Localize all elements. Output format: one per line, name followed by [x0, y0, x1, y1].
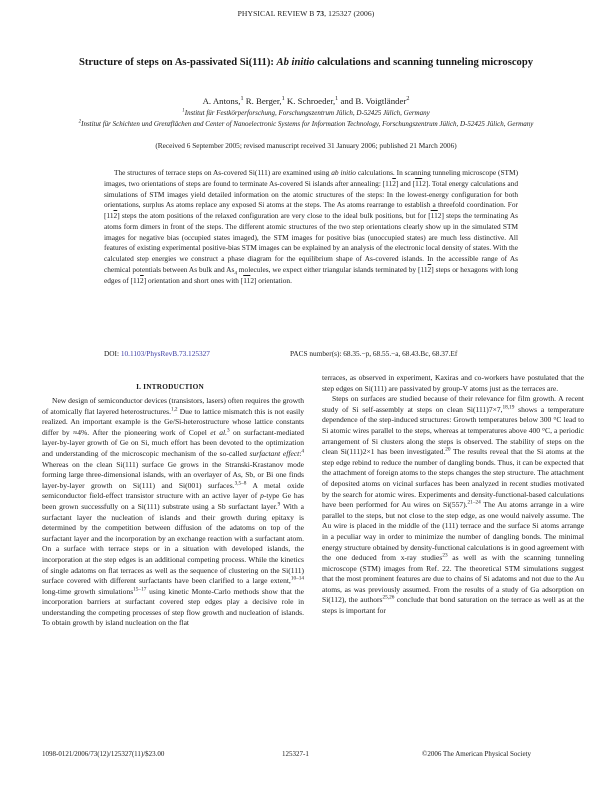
section-heading-introduction: I. INTRODUCTION — [136, 382, 204, 391]
citation-ref[interactable]: 10–14 — [290, 575, 304, 582]
right-column — [322, 373, 584, 617]
abstract-text: molecules, we expect either triangular islands terminated by [11 — [236, 264, 428, 274]
abstract-italic: ab initio — [331, 168, 356, 177]
running-head — [0, 9, 612, 18]
affiliation-marker: 1 — [281, 96, 285, 103]
left-column — [42, 396, 304, 629]
title-text-end: calculations and scanning tunneling microscopy — [314, 57, 534, 68]
citation-ref[interactable]: 9 — [277, 501, 281, 508]
text: on surfactant-mediated layer-by-layer growth of Ge on Si, much effort has been devoted to the optimization and understanding of the microscopic mechanism of the so-called — [42, 427, 304, 458]
text: The results reveal that the Si atoms at the step edge rebind to reduce the number of dangling bonds. Thus, it can be expected that the attachment of foreign atoms to the steps changes the step structure. The attachment of deposited atoms on vicinal surfaces has been analyzed in recent studies motivated by the search for atomic wires. Experiments and density-functional-based calculations have been performed for Au wires on Si(557). — [322, 447, 584, 510]
author: R. Berger, — [243, 96, 282, 106]
subscript: 4 — [234, 270, 237, 277]
title-italic-text: Ab initio — [276, 57, 315, 68]
affiliation-number: 2 — [78, 119, 82, 125]
text: Whereas on the clean Si(111) surface Ge grows in the Stranski-Krastanov mode forming large three-dimensional islands, with an overlayer of As, Sb, or Bi one finds layer-by-layer growth on Si(111) and Si(001) surfaces. — [42, 459, 304, 490]
title-text: Structure of steps on As-passivated Si(111): — [78, 57, 277, 68]
abstract-text: 2]. Total energy calculations and simulations of STM images yield detailed information on the atomic structures of the steps: In the lowest-energy configuration for both orientations, surplus As atoms replace any exposed Si atoms at the steps. The As atoms rearrange to establish a threefold coordination. For [11 — [104, 178, 518, 220]
citation-ref[interactable]: 3,5–8 — [234, 480, 247, 487]
miller-bar: 2 — [140, 275, 144, 285]
miller-bar: 2 — [392, 178, 396, 188]
citation-ref[interactable]: 1,2 — [170, 406, 178, 413]
abstract-text: ] steps the atom positions of the relaxed configuration are very close to the ideal bulk positions, but for [ — [117, 211, 431, 220]
paragraph — [322, 394, 584, 616]
abstract-text: ] and [ — [395, 178, 416, 188]
miller-bar: 11 — [430, 211, 438, 220]
affiliation-1 — [30, 108, 582, 119]
text: : — [299, 448, 302, 458]
citation-ref[interactable]: 3 — [226, 427, 230, 434]
footer-copyright: ©2006 The American Physical Society — [422, 750, 532, 758]
journal-volume: 73 — [316, 9, 325, 18]
doi-link[interactable]: 10.1103/PhysRevB.73.125327 — [120, 349, 210, 358]
citation-ref[interactable]: 20 — [445, 446, 451, 453]
affiliation-marker: 2 — [406, 96, 410, 103]
miller-bar: 2 — [427, 264, 432, 274]
doi-label: DOI: — [104, 349, 121, 358]
affiliation-text: Institut für Festkörperforschung, Forschungszentrum Jülich, D-52425 Jülich, Germany — [184, 109, 430, 117]
abstract-text: ] orientation and short ones with [ — [143, 275, 244, 285]
text: long-time growth simulations — [42, 586, 134, 596]
pacs-numbers: PACS number(s): 68.35.−p, 68.55.−a, 68.43.Bc, 68.37.Ef — [290, 349, 458, 358]
text: -type Ge has been grown successfully on a Si(111) substrate using a Sb surfactant layer. — [42, 491, 304, 511]
citation-ref[interactable]: 4 — [301, 448, 305, 455]
text: as well as with the scanning tunneling microscope (STM) images from Ref. 22. The theoretical STM simulations suggest that the most prominent features are due to chains of Si adatoms and not due to the Au atoms, as was previously assumed. From the results of a study of Ga adsorption on Si(112), the authors — [322, 553, 585, 605]
citation-ref[interactable]: 15–17 — [133, 586, 147, 593]
article-number-year: , 125327 (2006) — [324, 9, 375, 18]
citation-ref[interactable]: 25,26 — [382, 594, 395, 601]
text: conclude that bond saturation on the terrace as well as at the steps is important for — [322, 595, 584, 616]
text: Steps on surfaces are studied because of their relevance for film growth. A recent study of Si self-assembly at steps on clean Si(111)7×7, — [322, 394, 584, 414]
abstract-text: 2] steps the terminating As atoms form dimers in front of the steps. The different atomic structures of the two step orientations clearly show up in the simulated STM images for negative bias (occupied states imaged), the STM images for positive bias (unoccupied states) are much less distinctive. All features of existing experimental positive-bias STM images can be explained by an analysis of the electronic local density of states. With the calculated step energies we construct a phase diagram for the equilibrium shape of As-covered islands. In the accessible range of As chemical potentials between As bulk and As — [104, 211, 519, 274]
italic-text: et al. — [210, 427, 227, 437]
italic-text: surfactant effect — [249, 448, 300, 458]
footer-issn-price: 1098-0121/2006/73(12)/125327(11)/$23.00 — [42, 750, 165, 758]
citation-ref[interactable]: 21–24 — [467, 499, 481, 506]
affiliation-marker: 1 — [240, 96, 244, 103]
miller-bar: 2 — [113, 211, 118, 220]
paper-title — [60, 56, 552, 69]
received-dates: (Received 6 September 2005; revised manuscript received 31 January 2006; published 21 March 2006) — [155, 141, 457, 150]
paragraph: terraces, as observed in experiment, Kaxiras and co-workers have postulated that the step edges on Si(111) are passivated by group-V atoms just as the terraces are. — [322, 373, 584, 393]
affiliation-2 — [30, 119, 582, 130]
text: using kinetic Monte-Carlo methods show that the incorporation barriers at surfactant covered step edges play a decisive role in understanding the competing processes of step flow growth and nucleation of islands. To obtain growth by island nucleation on the flat — [42, 586, 304, 628]
text: shows a temperature dependence of the step-induced structures: Growth temperatures below 300 °C lead to Si atomic wires parallel to the steps, whereas at temperatures above 400 °C, a periodic arrangement of Si clusters along the steps is observed. The stability of steps on the clean Si(111)2×1 has been investigated. — [322, 404, 584, 457]
text: Due to lattice mismatch this is not easily realized. An important example is the Ge/Si-heterostructure whose lattice constants differ by ≈4%. After the pioneering work of Copel — [42, 406, 304, 437]
abstract-text: ] steps or hexagons with long edges of [11 — [104, 264, 518, 285]
author: K. Schroeder, — [284, 96, 336, 106]
text: A metal oxide semiconductor field-effect transistor structure with an active layer of — [42, 480, 304, 501]
abstract-text: The structures of terrace steps on As-covered Si(111) are examined using — [114, 168, 332, 177]
author: and B. Voigtländer — [338, 96, 407, 106]
abstract-text: calculations. In scanning tunneling microscope (STM) images, two orientations of steps are found to terminate As-covered Si islands after annealing: [11 — [104, 168, 519, 188]
citation-ref[interactable]: 18,19 — [502, 404, 515, 411]
text: The Au atoms arrange in a wire parallel to the steps, but not close to the step edge, as one would naively assume. The Au wire is placed in the middle of the (111) terrace and the surface Si atoms arrange in a peculiar way in order to minimize the number of dangling bonds. The minimal energy structure obtained by density-functional calculations is in good agreement with the one deduced from x-ray studies — [322, 500, 584, 563]
author-list — [0, 96, 612, 106]
miller-bar: 11 — [415, 178, 423, 188]
affiliation-text: Institut für Schichten und Grenzflächen and Center of Nanoelectronic Systems for Information Technology, Forschungszentrum Jülich, D-52425 Jülich, Germany — [81, 120, 534, 128]
text: New design of semiconductor devices (transistors, lasers) often requires the growth of atomically flat layered heterostructures. — [42, 396, 304, 416]
doi-pacs-line — [104, 349, 518, 358]
text: With a surfactant layer the nucleation of islands and their growth during epitaxy is determined by the competition between diffusion of the adatoms on top of the surfactant layer and the incorporation by an exchange reaction with a surfactant atom. On a surface with terrace steps or in a situation with developed islands, the incorporation at the step edges is an additional competing process. While the kinetics of single adatoms on flat terraces as well as the sequence of clustering on the Si(111) surface covered with different surfactants have been clarified to a large extent, — [42, 501, 304, 586]
italic-text: p — [260, 491, 264, 501]
author: A. Antons, — [202, 96, 241, 106]
affiliation-marker: 1 — [335, 96, 339, 103]
citation-ref[interactable]: 23 — [442, 552, 448, 559]
footer-page-number: 125327-1 — [282, 750, 309, 758]
journal-name: PHYSICAL REVIEW B — [237, 9, 315, 18]
abstract — [104, 168, 518, 286]
miller-bar: 11 — [243, 275, 251, 285]
paragraph — [42, 396, 304, 629]
abstract-text: 2] orientation. — [250, 275, 292, 285]
affiliation-number: 1 — [182, 108, 185, 114]
